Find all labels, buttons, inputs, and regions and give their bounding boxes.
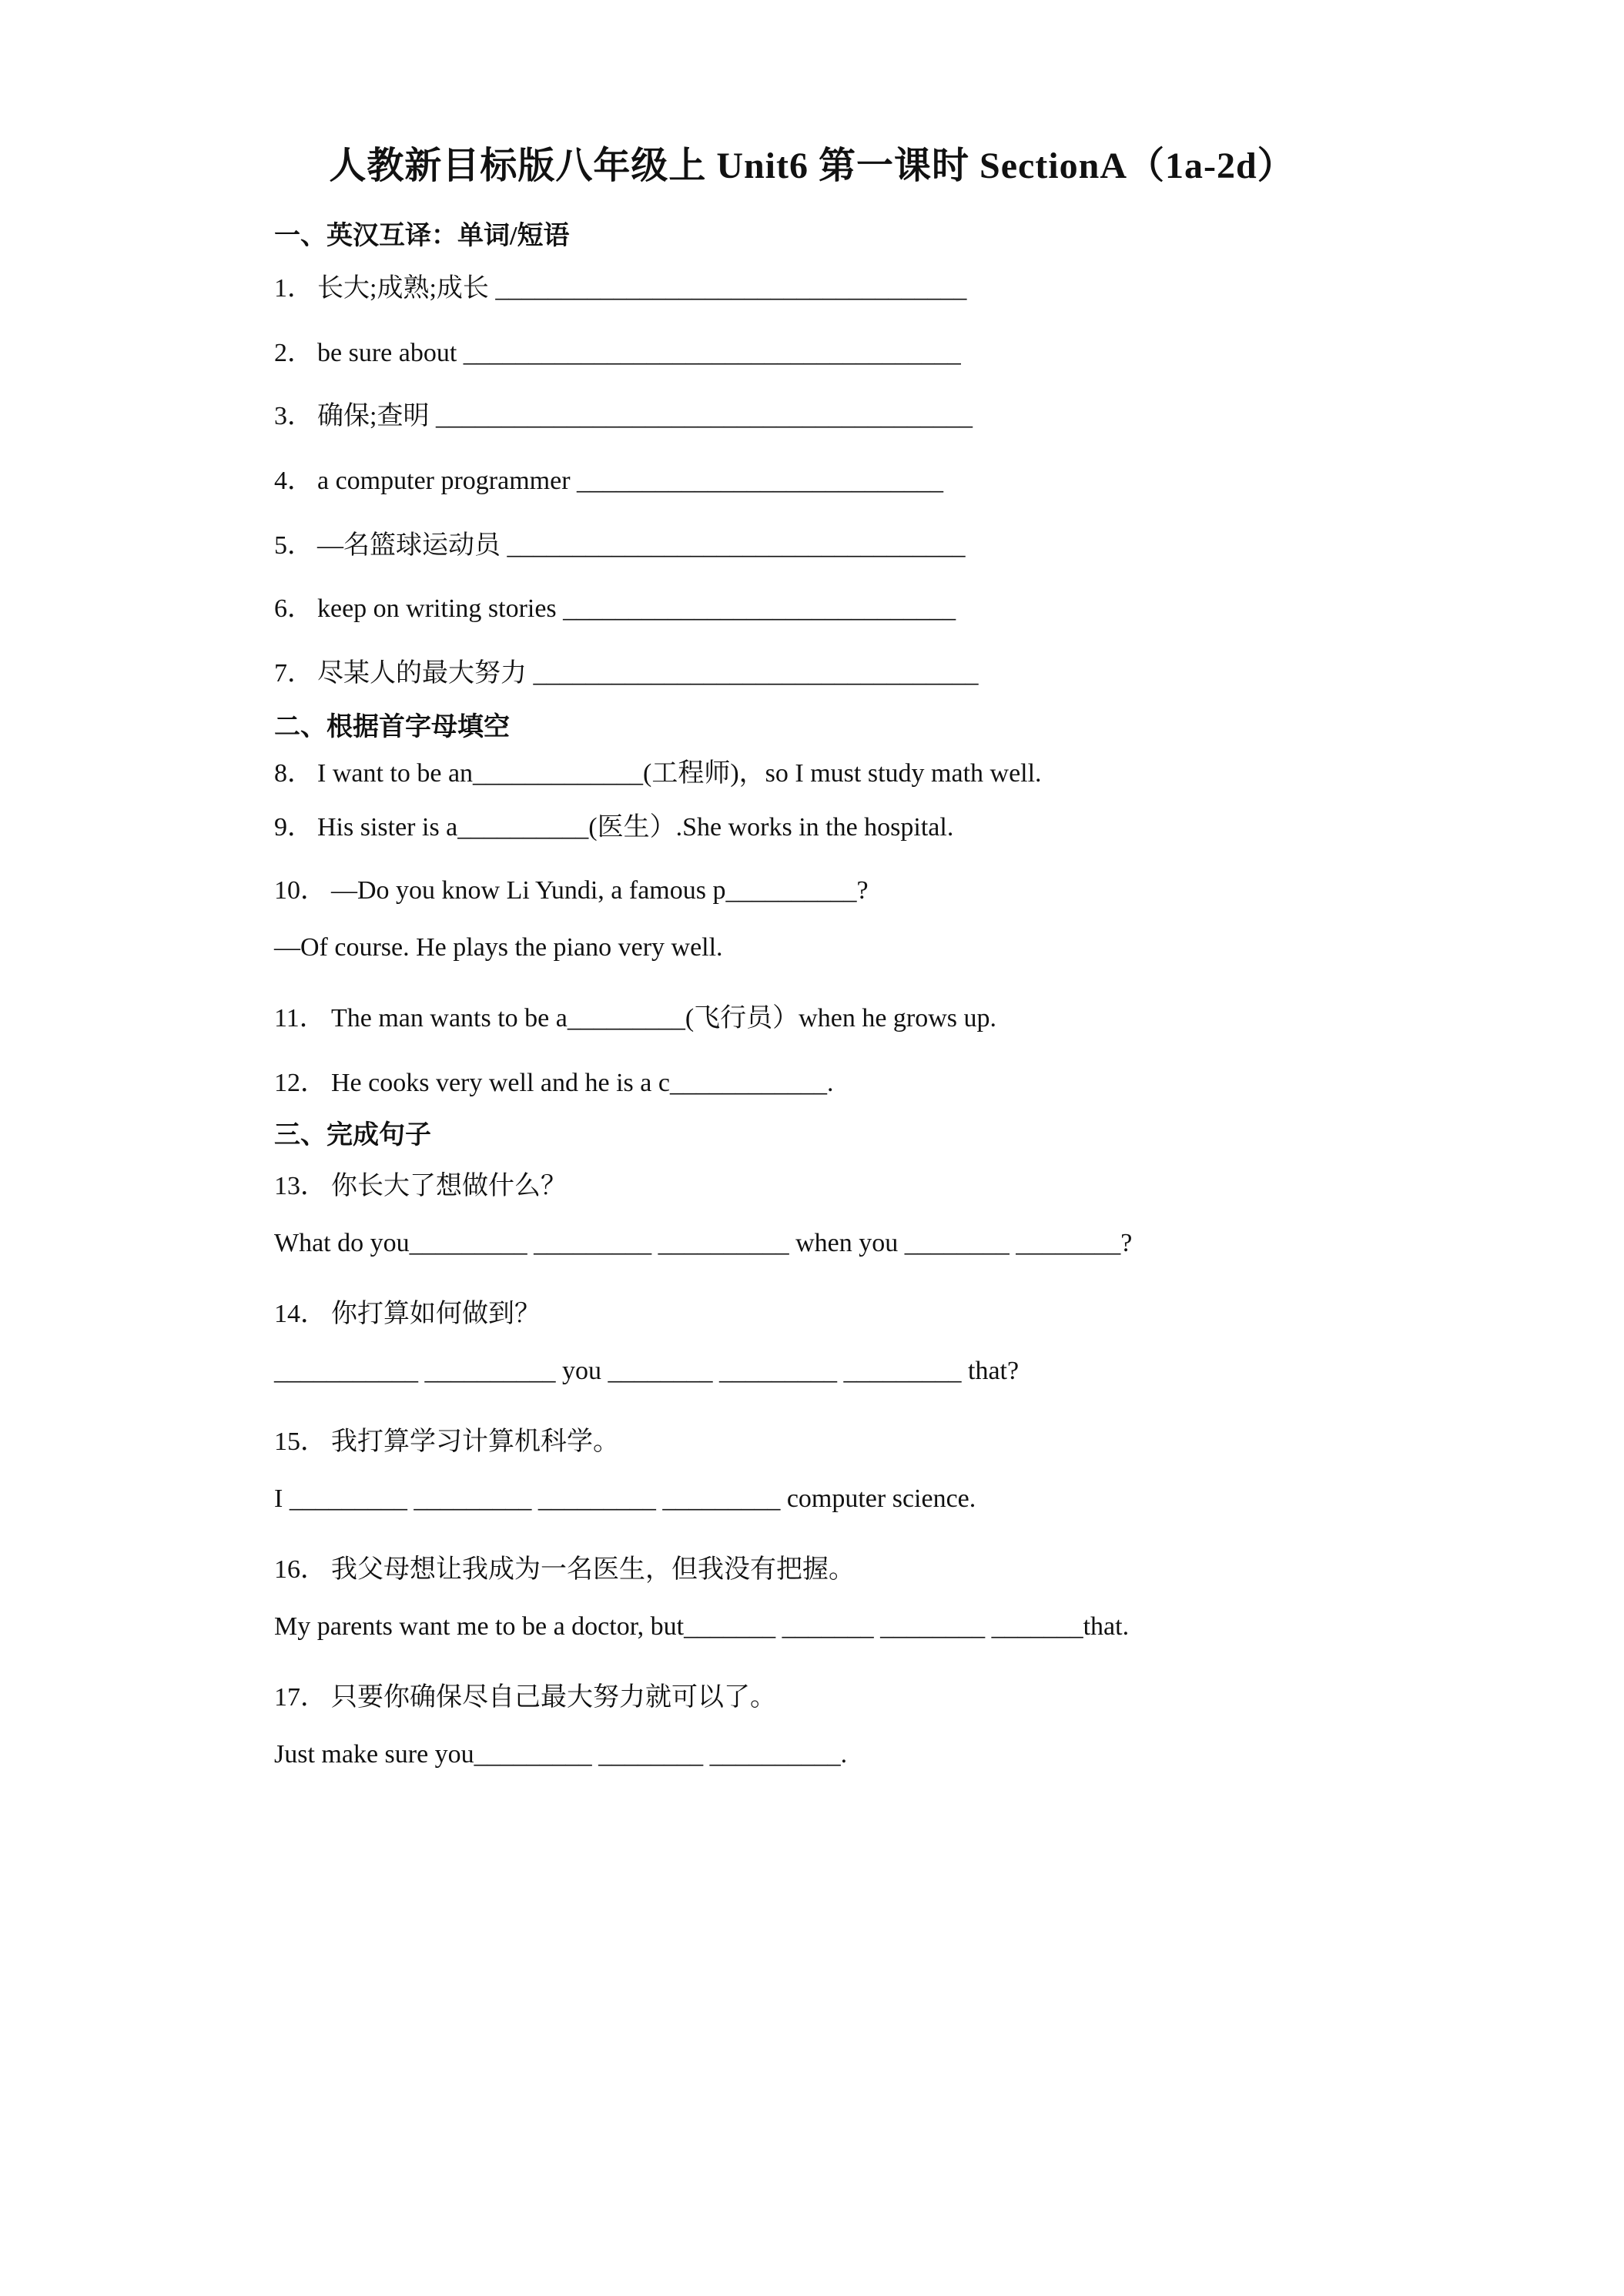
question-number: 7．	[274, 659, 313, 688]
question-number: 10．	[274, 876, 326, 905]
question-text: I want to be an_____________(工程师)，so I must study math well.	[317, 759, 1042, 788]
question-12	[274, 1061, 833, 1099]
question-7	[274, 651, 979, 689]
question-number: 4．	[274, 467, 313, 495]
question-10	[274, 869, 869, 906]
question-1	[274, 266, 966, 304]
question-text: The man wants to be a_________(飞行员）when he grows up.	[331, 1004, 997, 1033]
question-number: 6．	[274, 594, 313, 623]
question-number: 5．	[274, 531, 313, 560]
question-4	[274, 459, 943, 497]
question-text: 你长大了想做什么？	[331, 1172, 567, 1200]
question-number: 11．	[274, 1004, 326, 1033]
question-text: a computer programmer ____________________________	[317, 467, 944, 495]
question-text: 只要你确保尽自己最大努力就可以了。	[331, 1683, 776, 1712]
question-number: 2．	[274, 339, 313, 367]
question-text: be sure about ______________________________________	[317, 339, 961, 367]
question-3	[274, 394, 973, 432]
question-17-sentence: Just make sure you_________ ________ __________.	[274, 1740, 848, 1769]
page-title: 人教新目标版八年级上 Unit6 第一课时 SectionA（1a-2d）	[329, 146, 1295, 186]
question-15	[274, 1420, 619, 1458]
question-number: 17．	[274, 1683, 326, 1712]
question-15-sentence: I _________ _________ _________ _________ computer science.	[274, 1484, 976, 1513]
question-text: 尽某人的最大努力 __________________________________	[317, 659, 979, 688]
question-5	[274, 524, 966, 561]
section-heading-translation: 一、英汉互译：单词/短语	[274, 222, 570, 250]
question-number: 13．	[274, 1172, 326, 1200]
question-text: 我打算学习计算机科学。	[331, 1427, 619, 1456]
question-13-sentence: What do you_________ _________ __________ when you ________ ________?	[274, 1229, 1133, 1257]
question-17	[274, 1675, 776, 1713]
section-heading-fill-in: 二、根据首字母填空	[274, 713, 510, 741]
question-10-reply: —Of course. He plays the piano very well.	[274, 933, 723, 962]
question-number: 12．	[274, 1069, 326, 1097]
question-text: —Do you know Li Yundi, a famous p__________?	[331, 876, 869, 905]
question-text: keep on writing stories ______________________________	[317, 594, 956, 623]
question-text: 确保;查明 _________________________________________	[317, 402, 973, 430]
question-2	[274, 331, 961, 369]
question-11	[274, 996, 996, 1034]
question-text: His sister is a__________(医生）.She works in the hospital.	[317, 813, 954, 842]
question-8	[274, 751, 1042, 789]
question-number: 14．	[274, 1300, 326, 1328]
question-13	[274, 1164, 567, 1202]
section-heading-complete-sentences: 三、完成句子	[274, 1121, 431, 1150]
question-6	[274, 587, 956, 624]
question-16	[274, 1548, 855, 1585]
question-14-sentence: ___________ __________ you ________ _________ _________ that?	[274, 1357, 1020, 1385]
question-number: 3．	[274, 402, 313, 430]
question-text: 你打算如何做到？	[331, 1300, 541, 1328]
question-text: 长大;成熟;成长 ____________________________________	[317, 274, 967, 303]
question-number: 15．	[274, 1427, 326, 1456]
question-14	[274, 1292, 541, 1330]
question-text: He cooks very well and he is a c____________.	[331, 1069, 834, 1097]
question-16-sentence: My parents want me to be a doctor, but_______ _______ ________ _______that.	[274, 1612, 1130, 1641]
question-text: —名篮球运动员 ___________________________________	[317, 531, 966, 560]
question-number: 9．	[274, 813, 313, 842]
question-number: 16．	[274, 1555, 326, 1584]
question-number: 8．	[274, 759, 313, 788]
question-text: 我父母想让我成为一名医生，但我没有把握。	[331, 1555, 855, 1584]
question-number: 1．	[274, 274, 313, 303]
question-9	[274, 805, 953, 843]
